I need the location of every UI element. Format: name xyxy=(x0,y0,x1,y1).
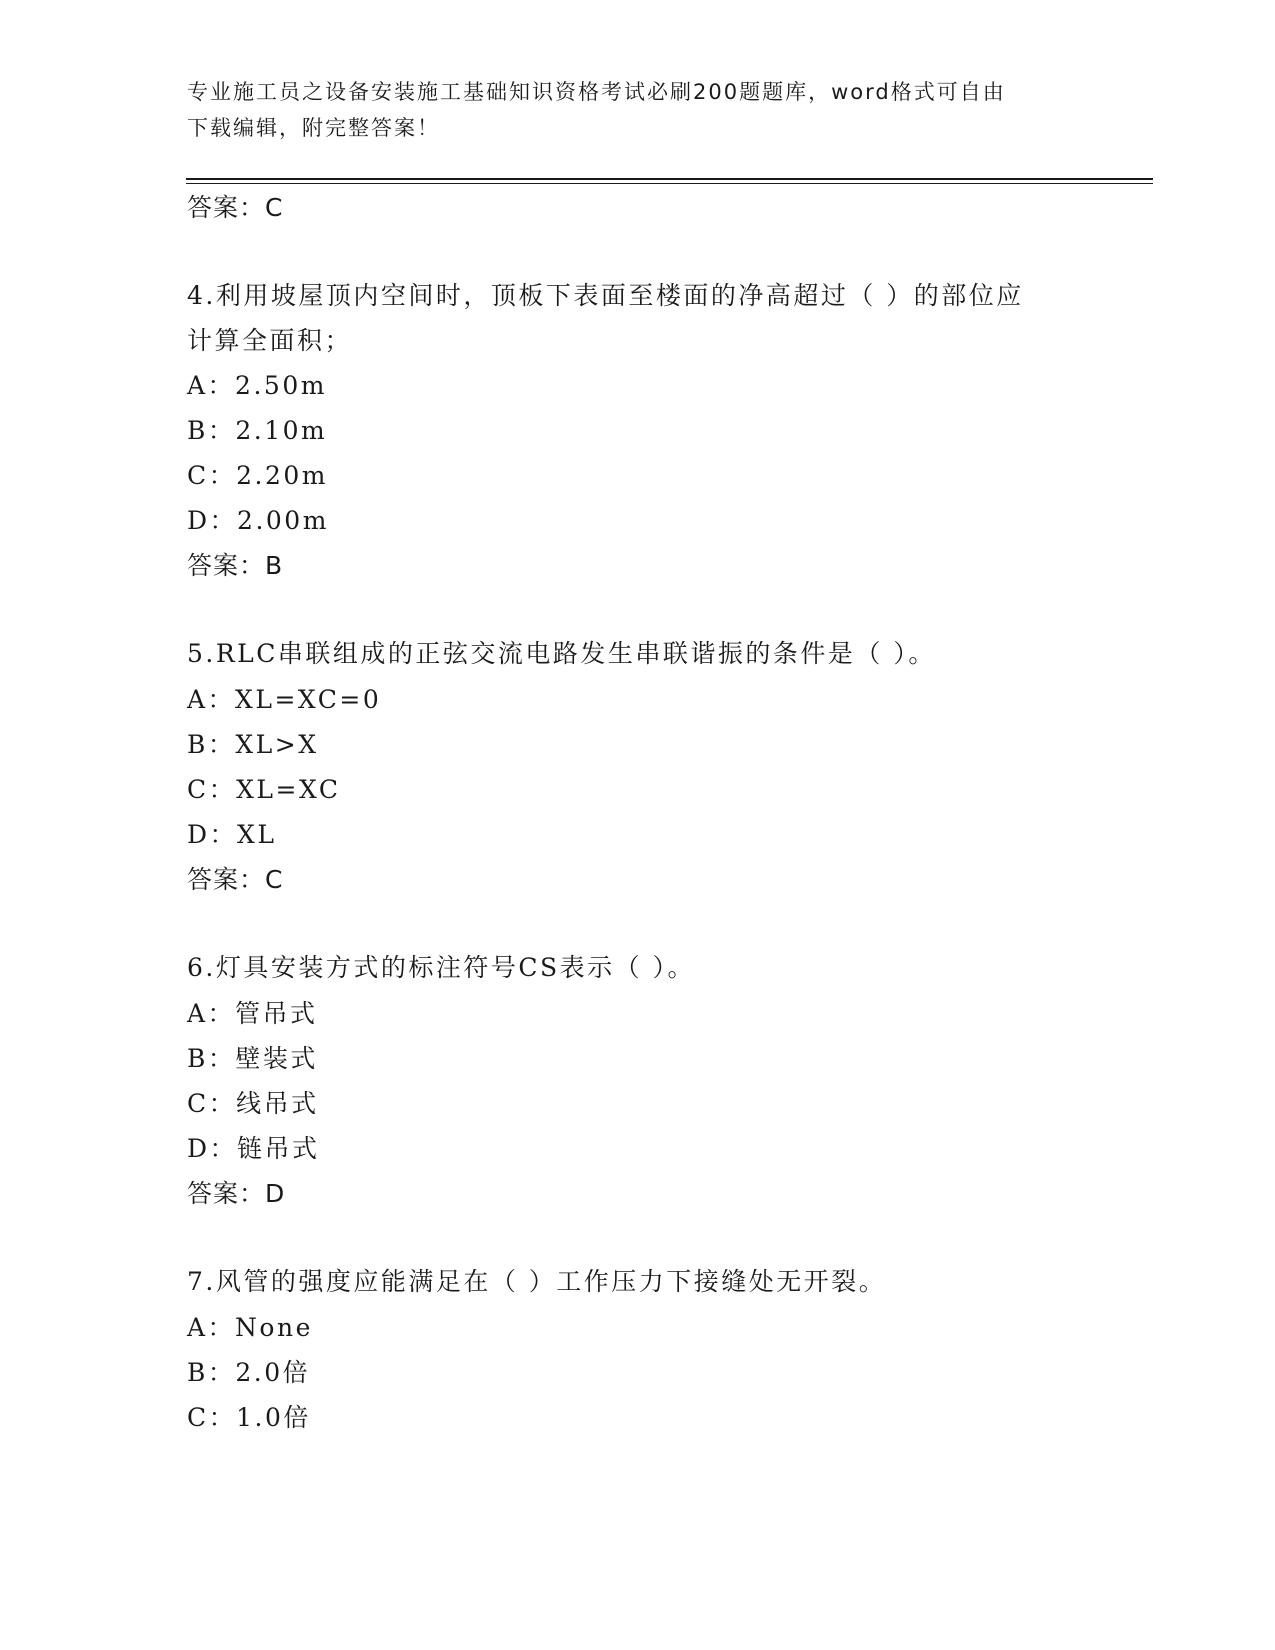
question-6-option-b: B：壁装式 xyxy=(187,1044,318,1073)
answer-prev: 答案：C xyxy=(187,193,284,222)
question-4-option-d: D：2.00m xyxy=(187,506,329,535)
question-4-answer: 答案：B xyxy=(187,551,284,580)
question-7-stem: 7.风管的强度应能满足在（ ）工作压力下接缝处无开裂。 xyxy=(187,1267,887,1296)
question-7-option-c: C：1.0倍 xyxy=(187,1403,311,1432)
question-4-stem-line-1: 4.利用坡屋顶内空间时，顶板下表面至楼面的净高超过（ ）的部位应 xyxy=(187,281,1024,310)
header-rule-thin xyxy=(186,183,1153,184)
question-5-option-c: C：XL=XC xyxy=(187,775,341,804)
question-4-option-b: B：2.10m xyxy=(187,416,328,445)
question-5-answer: 答案：C xyxy=(187,865,284,894)
question-7-option-a: A：None xyxy=(187,1313,313,1342)
header-rule-thick xyxy=(186,178,1153,180)
question-4-option-a: A：2.50m xyxy=(187,371,327,400)
question-6-option-a: A：管吊式 xyxy=(187,999,318,1028)
question-7-option-b: B：2.0倍 xyxy=(187,1358,311,1387)
question-5-stem: 5.RLC串联组成的正弦交流电路发生串联谐振的条件是（ ）。 xyxy=(187,639,936,668)
question-5-option-d: D：XL xyxy=(187,820,277,849)
page-header xyxy=(187,74,1067,146)
question-6-option-d: D：链吊式 xyxy=(187,1134,320,1163)
question-5-option-b: B：XL>X xyxy=(187,730,319,759)
header-line-2: 下载编辑，附完整答案！ xyxy=(187,116,440,140)
question-4-stem-line-2: 计算全面积； xyxy=(187,326,353,355)
header-line-1: 专业施工员之设备安装施工基础知识资格考试必刷200题题库，word格式可自由 xyxy=(187,80,1006,104)
question-6-stem: 6.灯具安装方式的标注符号CS表示（ ）。 xyxy=(187,953,696,982)
question-5-option-a: A：XL=XC=0 xyxy=(187,685,382,714)
question-4-option-c: C：2.20m xyxy=(187,461,328,490)
question-6-option-c: C：线吊式 xyxy=(187,1089,319,1118)
question-6-answer: 答案：D xyxy=(187,1179,286,1208)
